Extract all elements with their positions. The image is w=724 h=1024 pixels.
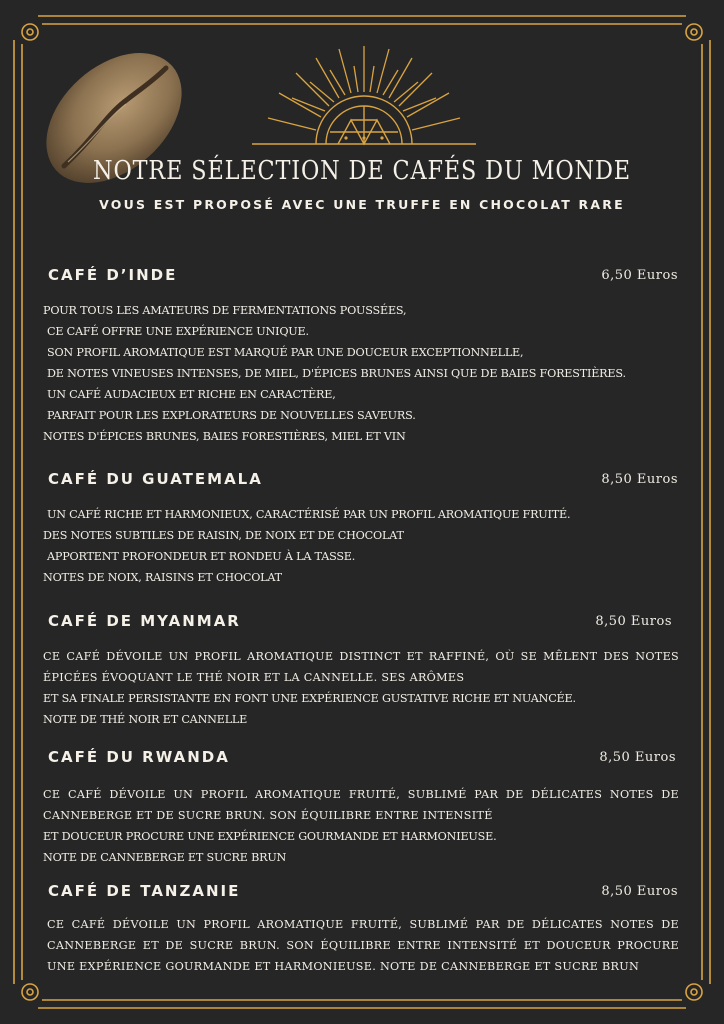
description-line: DES NOTES SUBTILES DE RAISIN, DE NOIX ET DE CHOCOLAT: [43, 529, 404, 542]
menu-item-price: 8,50 Euros: [601, 884, 678, 899]
description-paragraph: CE CAFÉ DÉVOILE UN PROFIL AROMATIQUE DISTINCT ET RAFFINÉ, OÙ SE MÊLENT DES NOTES ÉPICÉES ÉVOQUANT LE THÉ NOIR ET LA CANNELLE. SES ARÔMES: [43, 650, 679, 684]
description-line: ET SA FINALE PERSISTANTE EN FONT UNE EXPÉRIENCE GUSTATIVE RICHE ET NUANCÉE.: [43, 692, 576, 705]
page-title: NOTRE SÉLECTION DE CAFÉS DU MONDE: [93, 156, 631, 186]
menu-item-name: CAFÉ DE MYANMAR: [48, 612, 241, 630]
menu-item-price: 6,50 Euros: [601, 268, 678, 283]
description-line: POUR TOUS LES AMATEURS DE FERMENTATIONS POUSSÉES,: [43, 304, 407, 317]
menu-item-price: 8,50 Euros: [599, 750, 676, 765]
menu-item-price: 8,50 Euros: [601, 472, 678, 487]
description-line: NOTE DE CANNEBERGE ET SUCRE BRUN: [43, 851, 287, 864]
sunburst-ornament: [246, 40, 482, 152]
menu-item-description: [43, 646, 679, 730]
description-line: DE NOTES VINEUSES INTENSES, DE MIEL, D'ÉPICES BRUNES AINSI QUE DE BAIES FORESTIÈRES.: [47, 367, 626, 380]
description-line: UN CAFÉ AUDACIEUX ET RICHE EN CARACTÈRE,: [47, 388, 336, 401]
description-line: PARFAIT POUR LES EXPLORATEURS DE NOUVELLES SAVEURS.: [47, 409, 416, 422]
description-line: NOTE DE THÉ NOIR ET CANNELLE: [43, 713, 248, 726]
menu-item-description: [43, 784, 679, 868]
menu-item-description: [47, 914, 679, 977]
description-line: SON PROFIL AROMATIQUE EST MARQUÉ PAR UNE DOUCEUR EXCEPTIONNELLE,: [47, 346, 524, 359]
description-paragraph: CE CAFÉ DÉVOILE UN PROFIL AROMATIQUE FRUITÉ, SUBLIMÉ PAR DE DÉLICATES NOTES DE CANNEBERGE ET DE SUCRE BRUN. SON ÉQUILIBRE ENTRE INTENSITÉ ET DOUCEUR PROCURE UNE EXPÉRIENCE GOURMANDE ET HARMONIEUSE. NOTE DE CANNEBERGE ET SUCRE BRUN: [47, 918, 679, 973]
description-line: NOTES D'ÉPICES BRUNES, BAIES FORESTIÈRES, MIEL ET VIN: [43, 430, 406, 443]
description-paragraph: CE CAFÉ DÉVOILE UN PROFIL AROMATIQUE FRUITÉ, SUBLIMÉ PAR DE DÉLICATES NOTES DE CANNEBERGE ET DE SUCRE BRUN. SON ÉQUILIBRE ENTRE INTENSITÉ: [43, 788, 679, 822]
description-line: UN CAFÉ RICHE ET HARMONIEUX, CARACTÉRISÉ PAR UN PROFIL AROMATIQUE FRUITÉ.: [47, 508, 571, 521]
menu-item-name: CAFÉ DU RWANDA: [48, 748, 230, 766]
description-line: CE CAFÉ OFFRE UNE EXPÉRIENCE UNIQUE.: [47, 325, 309, 338]
menu-item-price: 8,50 Euros: [595, 614, 672, 629]
menu-item-name: CAFÉ D’INDE: [48, 266, 178, 284]
page-subtitle: VOUS EST PROPOSÉ AVEC UNE TRUFFE EN CHOCOLAT RARE: [99, 197, 625, 212]
description-line: APPORTENT PROFONDEUR ET RONDEU À LA TASSE.: [47, 550, 356, 563]
menu-item-name: CAFÉ DE TANZANIE: [48, 882, 241, 900]
menu-item-name: CAFÉ DU GUATEMALA: [48, 470, 263, 488]
description-line: NOTES DE NOIX, RAISINS ET CHOCOLAT: [43, 571, 282, 584]
menu-item-description: [43, 504, 679, 588]
menu-item-description: [43, 300, 679, 447]
description-line: ET DOUCEUR PROCURE UNE EXPÉRIENCE GOURMANDE ET HARMONIEUSE.: [43, 830, 497, 843]
